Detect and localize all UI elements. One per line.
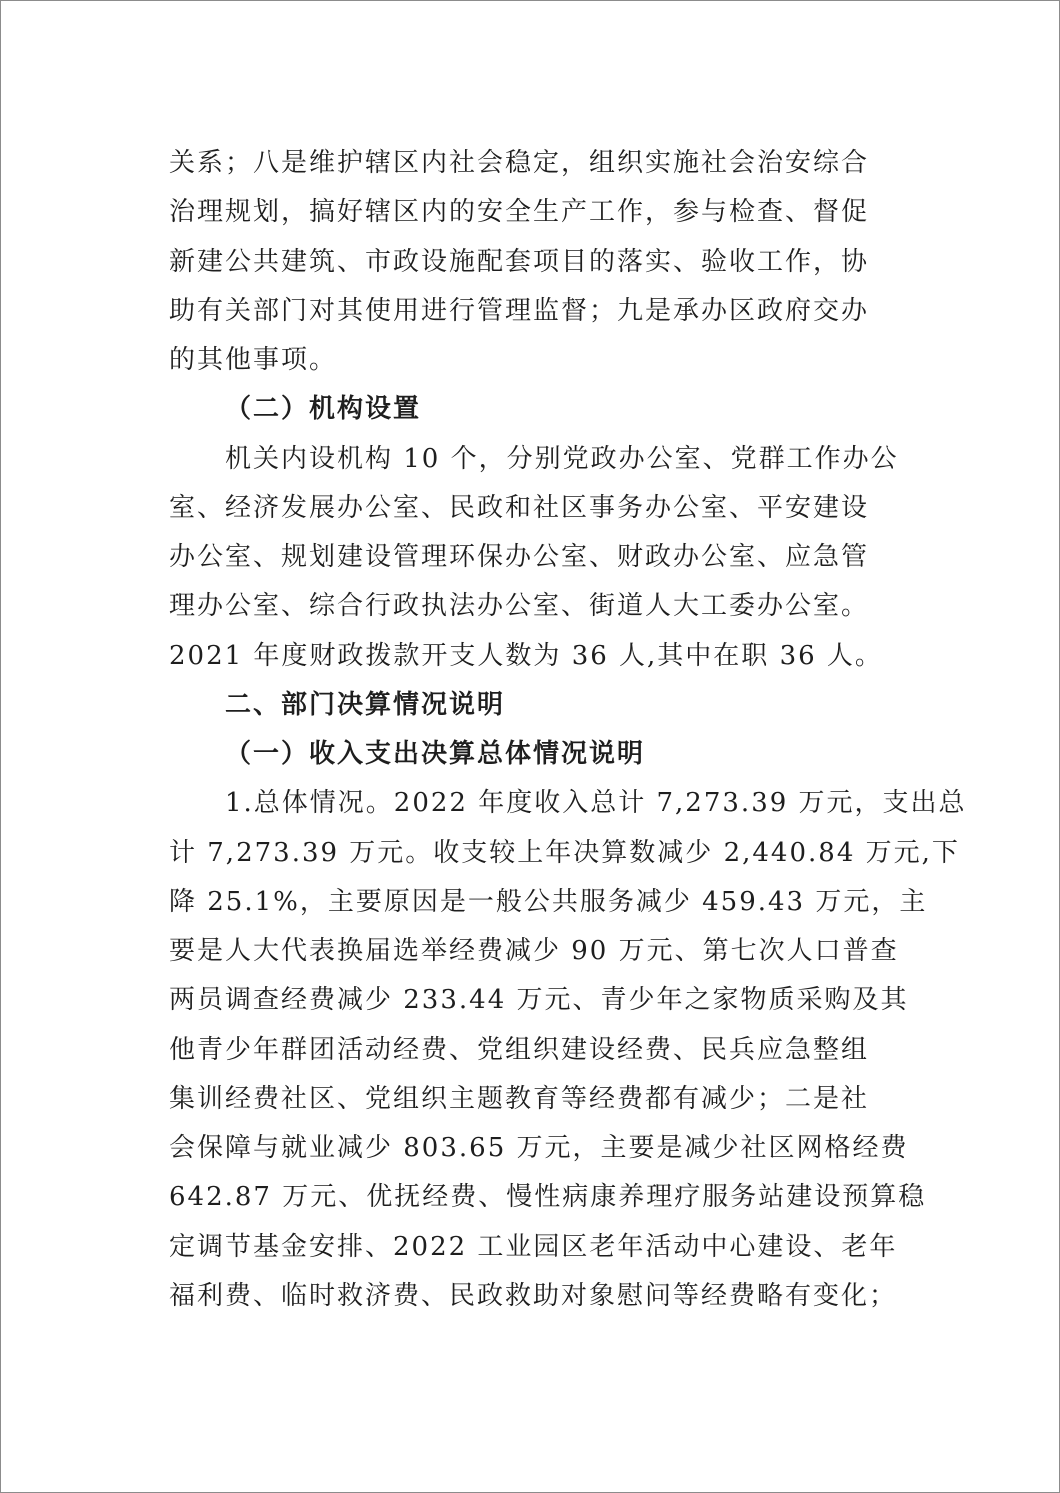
text-line: 计 7,273.39 万元。收支较上年决算数减少 2,440.84 万元,下 [169,837,960,868]
text-line: 助有关部门对其使用进行管理监督；九是承办区政府交办 [169,295,870,326]
document-body [169,139,967,1321]
text-line: 关系；八是维护辖区内社会稳定，组织实施社会治安综合 [169,148,870,178]
text-line: 他青少年群团活动经费、党组织建设经费、民兵应急整组 [169,1034,870,1065]
text-line: 会保障与就业减少 803.65 万元，主要是减少社区网格经费 [169,1133,909,1163]
text-line: 1.总体情况。2022 年度收入总计 7,273.39 万元，支出总 [225,788,967,819]
text-line: 两员调查经费减少 233.44 万元、青少年之家物质采购及其 [169,985,909,1016]
text-line: 福利费、临时救济费、民政救助对象慰问等经费略有变化； [169,1280,898,1311]
text-line: 2021 年度财政拨款开支人数为 36 人,其中在职 36 人。 [169,640,883,671]
section-heading-income-expenditure: （一）收入支出决算总体情况说明 [225,739,646,769]
text-line: 室、经济发展办公室、民政和社区事务办公室、平安建设 [169,492,870,523]
text-line: 机关内设机构 10 个，分别党政办公室、党群工作办公 [225,443,899,474]
text-line: 定调节基金安排、2022 工业园区老年活动中心建设、老年 [169,1231,898,1262]
text-line: 的其他事项。 [169,345,338,375]
text-line: 集训经费社区、党组织主题教育等经费都有减少；二是社 [169,1083,870,1114]
section-heading-final-accounts: 二、部门决算情况说明 [225,689,506,720]
text-line: 治理规划，搞好辖区内的安全生产工作，参与检查、督促 [169,197,870,228]
text-line: 办公室、规划建设管理环保办公室、财政办公室、应急管 [169,542,870,572]
text-line: 642.87 万元、优抚经费、慢性病康养理疗服务站建设预算稳 [169,1182,927,1213]
text-line: 理办公室、综合行政执法办公室、街道人大工委办公室。 [169,591,870,622]
text-line: 降 25.1%，主要原因是一般公共服务减少 459.43 万元，主 [169,886,928,917]
text-line: 要是人大代表换届选举经费减少 90 万元、第七次人口普查 [169,936,899,966]
text-line: 新建公共建筑、市政设施配套项目的落实、验收工作，协 [169,246,870,277]
section-heading-organization: （二）机构设置 [225,394,422,425]
